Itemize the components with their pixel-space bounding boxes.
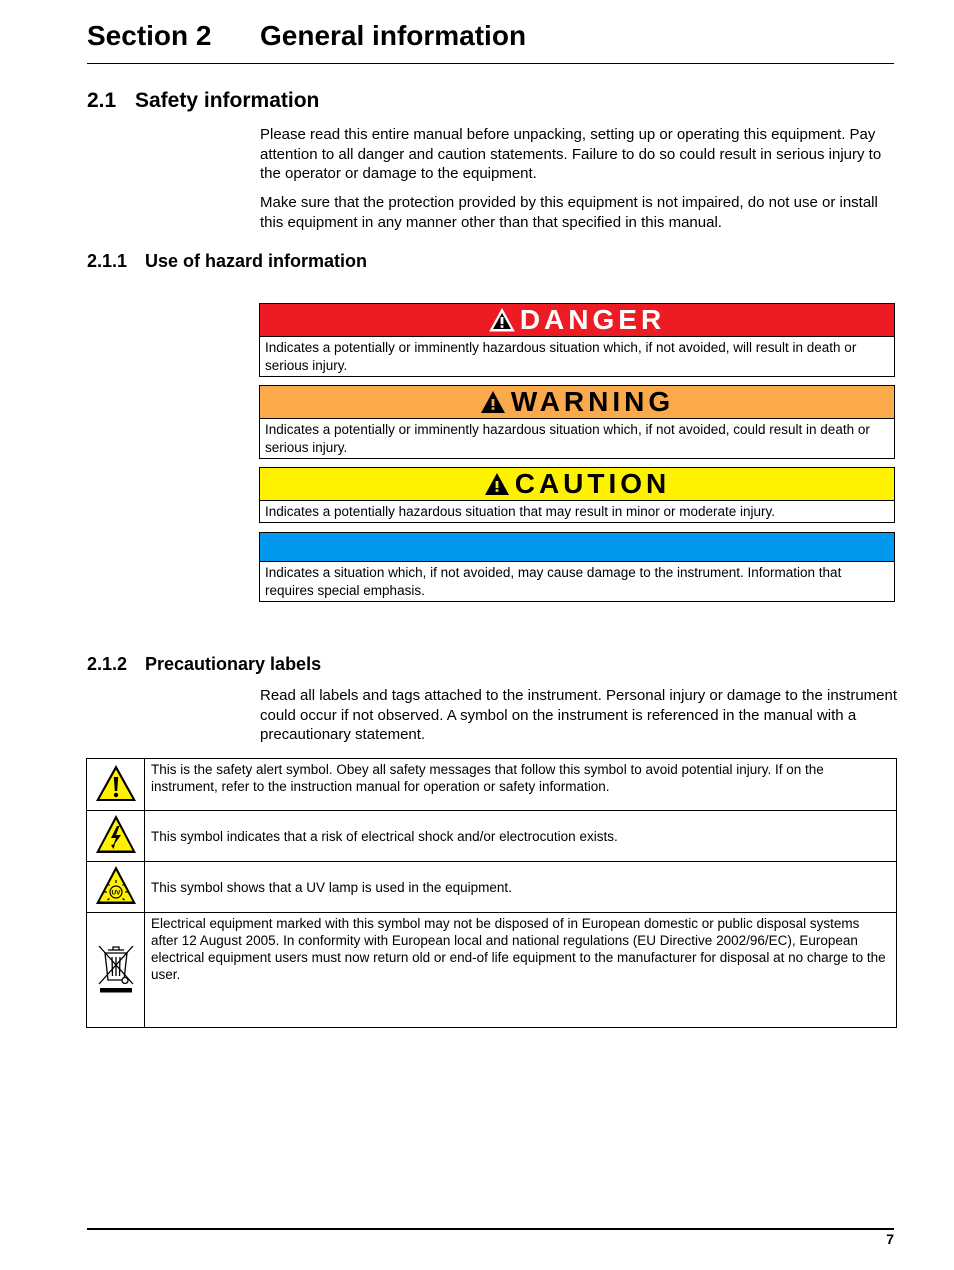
safety-paragraph-1: Please read this entire manual before unpacking, setting up or operating this equipment. Pay attention to all danger and caution statements. Failure to do so could result in serious injury to the operator or damage to the equipment.	[260, 126, 882, 182]
warning-header	[260, 386, 894, 419]
precautionary-heading-title: Precautionary labels	[145, 654, 322, 674]
safety-heading-title: Safety information	[135, 89, 320, 112]
symbol-description: Electrical equipment marked with this symbol may not be disposed of in European domestic or public disposal systems after 12 August 2005. In conformity with European local and national regulations (EU Directive 2002/96/EC), European electrical equipment users must now return old or end-of life equipment to the manufacturer for disposal at no charge to the user.	[145, 913, 897, 1028]
table-row	[87, 913, 897, 1028]
hazard-info-heading	[87, 251, 367, 272]
symbol-cell	[87, 862, 145, 913]
section-divider	[87, 63, 894, 64]
section-number: Section 2	[87, 20, 212, 51]
table-row	[87, 811, 897, 862]
section-heading: General information	[260, 20, 527, 51]
notice-text: Indicates a situation which, if not avoided, may cause damage to the instrument. Information that requires special emphasis.	[265, 565, 842, 598]
danger-label: DANGER	[519, 304, 666, 335]
precautionary-heading	[87, 654, 321, 675]
table-row	[87, 862, 897, 913]
symbol-cell	[87, 913, 145, 1028]
precautionary-heading-number: 2.1.2	[87, 654, 128, 674]
safety-alert-icon	[94, 763, 138, 803]
caution-header	[260, 468, 894, 501]
warning-triangle-icon	[484, 472, 510, 496]
safety-heading	[87, 89, 319, 113]
symbol-cell	[87, 759, 145, 811]
section-title	[87, 20, 526, 52]
caution-text: Indicates a potentially hazardous situation that may result in minor or moderate injury.	[265, 504, 776, 519]
safety-paragraph-2: Make sure that the protection provided by this equipment is not impaired, do not use or install this equipment in any manner other than that specified in this manual.	[260, 194, 878, 231]
footer-divider	[87, 1228, 894, 1230]
hazard-info-heading-title: Use of hazard information	[145, 251, 368, 271]
notice-header	[260, 533, 894, 562]
warning-triangle-icon	[489, 308, 515, 332]
warning-triangle-icon	[480, 390, 506, 414]
danger-header	[260, 304, 894, 337]
symbol-description: This symbol indicates that a risk of electrical shock and/or electrocution exists.	[145, 811, 897, 862]
caution-label: CAUTION	[514, 468, 671, 499]
symbol-description: This symbol shows that a UV lamp is used in the equipment.	[145, 862, 897, 913]
danger-box	[259, 303, 895, 377]
notice-box	[259, 532, 895, 602]
symbol-description: This is the safety alert symbol. Obey all safety messages that follow this symbol to avoid potential injury. If on the instrument, refer to the instruction manual for operation or safety information.	[145, 759, 897, 811]
warning-label: WARNING	[510, 386, 675, 417]
symbol-cell	[87, 811, 145, 862]
symbol-table	[86, 758, 897, 1028]
danger-text: Indicates a potentially or imminently hazardous situation which, if not avoided, will result in death or serious injury.	[265, 340, 857, 373]
page-number: 7	[886, 1231, 894, 1247]
safety-heading-number: 2.1	[87, 89, 117, 112]
precautionary-intro: Read all labels and tags attached to the instrument. Personal injury or damage to the instrument could occur if not observed. A symbol on the instrument is referenced in the manual with a precautionary statement.	[260, 687, 898, 743]
weee-crossed-bin-icon	[94, 940, 138, 996]
warning-box	[259, 385, 895, 459]
uv-lamp-icon	[94, 864, 138, 906]
hazard-info-heading-number: 2.1.1	[87, 251, 128, 271]
table-row	[87, 759, 897, 811]
caution-box	[259, 467, 895, 523]
uv-lamp-icon-text: UV	[110, 889, 121, 897]
warning-text: Indicates a potentially or imminently hazardous situation which, if not avoided, could result in death or serious injury.	[265, 422, 870, 455]
electrical-shock-icon	[94, 813, 138, 855]
